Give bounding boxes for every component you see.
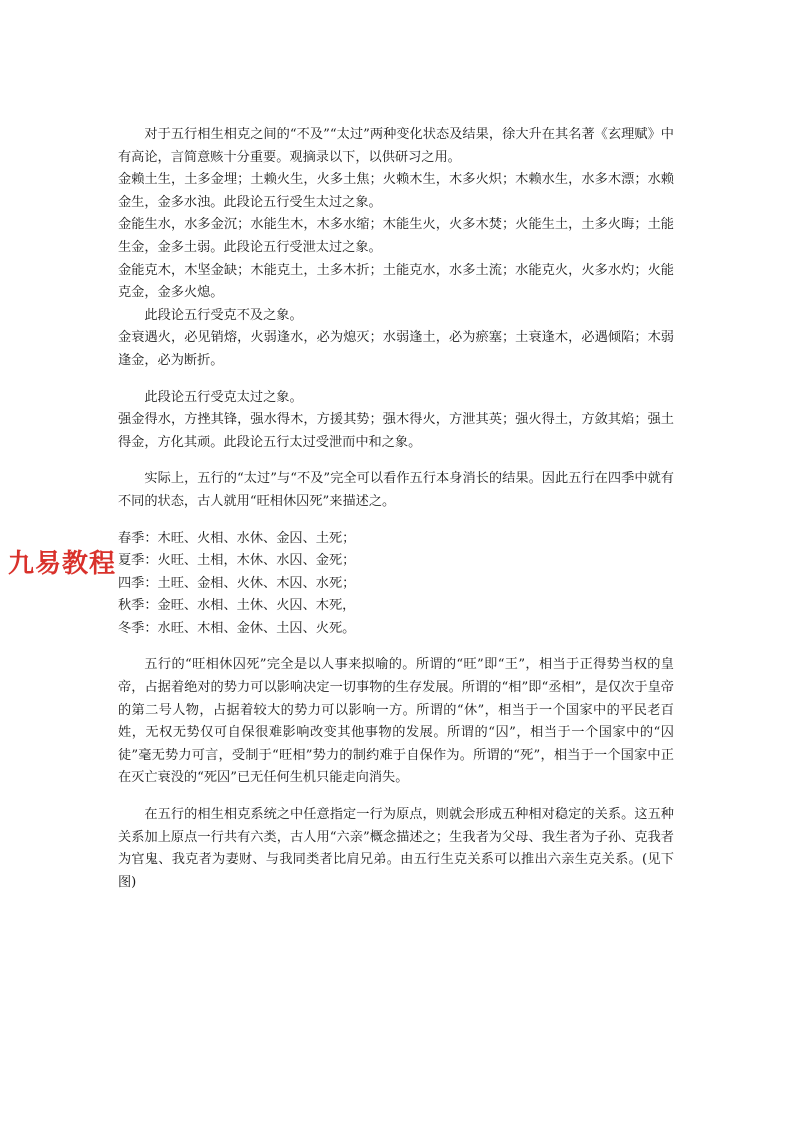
paragraph-control: 金能克木，木坚金缺；木能克土，土多木折；土能克水，水多土流；水能克火，火多水灼；火能克金，金多火熄。 <box>118 262 674 301</box>
paragraph-excess-drain: 金能生水，水多金沉；水能生木，木多水缩；木能生火，火多木焚；火能生土，土多火晦；土能生金，金多土弱。此段论五行受泄太过之象。 <box>118 217 674 255</box>
season-spring: 春季：木旺、火相、水休、金囚、土死； <box>118 530 356 546</box>
paragraph-strong-balance: 强金得水，方挫其锋，强水得木，方援其势；强木得火，方泄其英；强火得土，方敛其焰；强土得金，方化其顽。此段论五行太过受泄而中和之象。 <box>118 412 674 450</box>
paragraph-seasons-intro: 实际上，五行的“太过”与“不及”完全可以看作五行本身消长的结果。因此五行在四季中就有不同的状态，古人就用“旺相休囚死”来描述之。 <box>118 471 674 509</box>
spacer <box>118 373 674 387</box>
season-summer: 夏季：火旺、土相，木休、水囚、金死； <box>118 553 356 569</box>
paragraph-intro: 对于五行相生相克之间的“不及”“太过”两种变化状态及结果，徐大升在其名著《玄理赋》中有高论，言简意赅十分重要。观摘录以下，以供研习之用。 <box>118 127 674 165</box>
paragraph-insufficient-control-note: 此段论五行受克不及之象。 <box>144 307 303 323</box>
spacer <box>118 640 674 654</box>
spacer <box>118 454 674 468</box>
spacer <box>118 514 674 528</box>
season-winter: 冬季：水旺、木相、金休、土囚、火死。 <box>118 620 356 636</box>
paragraph-excess-control-note: 此段论五行受克太过之象。 <box>144 389 303 405</box>
document-body <box>118 124 674 894</box>
paragraph-excess-generation: 金赖土生，土多金埋；土赖火生，火多土焦；火赖木生，木多火炽；木赖水生，水多木漂；水赖金生，金多水浊。此段论五行受生太过之象。 <box>118 172 674 210</box>
season-autumn: 秋季：金旺、水相、土休、火囚、木死， <box>118 598 356 614</box>
paragraph-weak-meets: 金衰遇火，必见销熔，火弱逢水，必为熄灭；水弱逢土，必为瘀塞；土衰逢木，必遇倾陷；木弱逢金，必为断折。 <box>118 330 674 368</box>
watermark-logo: 九易教程 <box>8 549 117 579</box>
season-list <box>118 528 674 641</box>
season-four: 四季：土旺、金相、火休、木囚、水死； <box>118 575 356 591</box>
paragraph-wang-xiang-xiu-qiu-si: 五行的“旺相休囚死”完全是以人事来拟喻的。所谓的“旺”即“王”，相当于正得势当权的皇帝，占据着绝对的势力可以影响决定一切事物的生存发展。所谓的“相”即“丞相”，是仅次于皇帝的第二号人物，占据着较大的势力可以影响一方。所谓的“休”，相当于一个国家中的平民老百姓，无权无势仅可自保很难影响改变其他事物的发展。所谓的“囚”，相当于一个国家中的“囚徒”毫无势力可言，受制于“旺相”势力的制约难于自保作为。所谓的“死”，相当于一个国家中正在灭亡衰没的“死囚”已无任何生机只能走向消失。 <box>118 657 674 786</box>
spacer <box>118 790 674 804</box>
paragraph-six-relations: 在五行的相生相克系统之中任意指定一行为原点，则就会形成五种相对稳定的关系。这五种关系加上原点一行共有六类，古人用“六亲”概念描述之；生我者为父母、我生者为子孙、克我者为官鬼、我克者为妻财、与我同类者比肩兄弟。由五行生克关系可以推出六亲生克关系。(见下图) <box>118 807 674 890</box>
